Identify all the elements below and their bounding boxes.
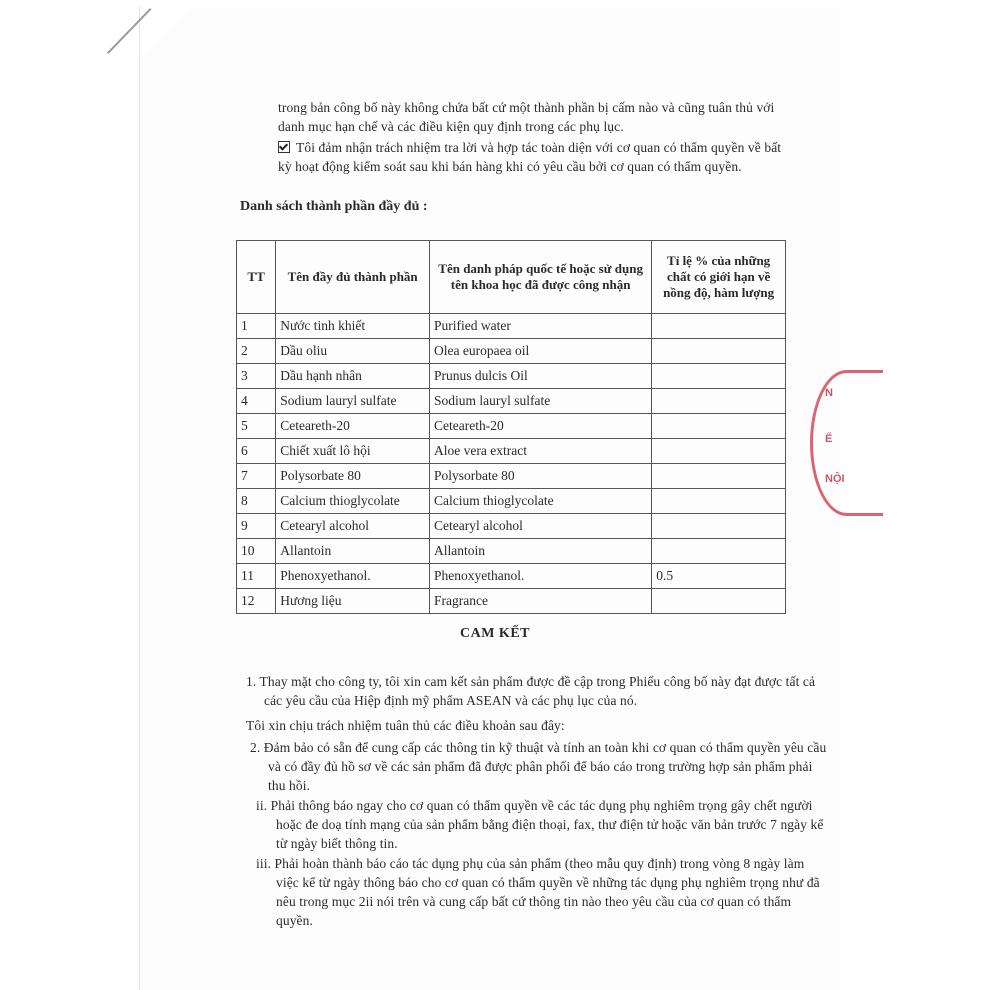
cell-vn: Ceteareth-20 (276, 414, 430, 439)
table-row (237, 389, 786, 414)
header-full-name: Tên đầy đủ thành phần (276, 241, 430, 314)
cell-tt: 8 (237, 489, 276, 514)
cell-pct (652, 414, 786, 439)
cell-sci: Polysorbate 80 (430, 464, 652, 489)
table-row (237, 464, 786, 489)
cell-tt: 9 (237, 514, 276, 539)
stamp-text-2: Ể (825, 433, 833, 445)
cell-pct (652, 314, 786, 339)
table-row (237, 589, 786, 614)
commitment-intro: Tôi xin chịu trách nhiệm tuân thủ các điều khoản sau đây: (246, 718, 565, 733)
cell-sci: Phenoxyethanol. (430, 564, 652, 589)
cell-pct: 0.5 (652, 564, 786, 589)
table-row (237, 564, 786, 589)
intro-paragraph-1: trong bản công bố này không chứa bất cứ một thành phần bị cấm nào và cũng tuân thủ với danh mục hạn chế và các điều kiện quy định trong các phụ lục. (278, 100, 775, 134)
table-row (237, 514, 786, 539)
cell-vn: Allantoin (276, 539, 430, 564)
cell-sci: Purified water (430, 314, 652, 339)
cell-pct (652, 514, 786, 539)
cell-vn: Nước tinh khiết (276, 314, 430, 339)
header-percentage: Tỉ lệ % của những chất có giới hạn về nồng độ, hàm lượng (652, 241, 786, 314)
table-row (237, 314, 786, 339)
cell-sci: Prunus dulcis Oil (430, 364, 652, 389)
ingredients-heading: Danh sách thành phần đầy đủ : (240, 199, 428, 214)
table-row (237, 364, 786, 389)
cell-pct (652, 464, 786, 489)
table-row (237, 539, 786, 564)
intro-paragraph-2-text: Tôi đảm nhận trách nhiệm tra lời và hợp tác toàn diện với cơ quan có thẩm quyền về bất kỳ hoạt động kiểm soát sau khi bán hàng khi có yêu cầu bởi cơ quan có thẩm quyền. (278, 140, 782, 174)
commitment-item-ii: ii. Phải thông báo ngay cho cơ quan có thẩm quyền về các tác dụng phụ nghiêm trọng gây chết người hoặc đe doạ tính mạng của sản phẩm bằng điện thoại, fax, thư điện tử hoặc văn bản trước 7 ngày kể từ ngày biết thông tin. (256, 798, 824, 851)
header-scientific-name: Tên danh pháp quốc tế hoặc sử dụng tên khoa học đã được công nhận (430, 241, 652, 314)
red-seal-stamp (810, 370, 883, 516)
cell-sci: Olea europaea oil (430, 339, 652, 364)
commitment-item-2: 2. Đảm bảo có sẵn để cung cấp các thông tin kỹ thuật và tính an toàn khi cơ quan có thẩm quyền yêu cầu và có đầy đủ hồ sơ về các sản phẩm đã được phân phối để báo cáo trong trường hợp sản phẩm phải thu hồi. (250, 740, 827, 793)
cell-vn: Cetearyl alcohol (276, 514, 430, 539)
cell-sci: Cetearyl alcohol (430, 514, 652, 539)
cell-pct (652, 439, 786, 464)
cell-tt: 3 (237, 364, 276, 389)
cell-tt: 4 (237, 389, 276, 414)
checked-box-icon (278, 141, 290, 153)
cell-pct (652, 389, 786, 414)
commitment-title: CAM KẾT (460, 626, 530, 641)
cell-sci: Calcium thioglycolate (430, 489, 652, 514)
table-header-row (237, 241, 786, 314)
cell-vn: Sodium lauryl sulfate (276, 389, 430, 414)
cell-pct (652, 364, 786, 389)
stamp-text-1: N (825, 387, 833, 399)
cell-pct (652, 589, 786, 614)
stamp-text-3: NỘI (825, 473, 845, 485)
table-row (237, 489, 786, 514)
cell-tt: 2 (237, 339, 276, 364)
ingredients-table (236, 240, 786, 614)
cell-sci: Aloe vera extract (430, 439, 652, 464)
cell-vn: Chiết xuất lô hội (276, 439, 430, 464)
cell-vn: Dầu oliu (276, 339, 430, 364)
cell-sci: Ceteareth-20 (430, 414, 652, 439)
cell-vn: Polysorbate 80 (276, 464, 430, 489)
table-row (237, 439, 786, 464)
header-tt: TT (237, 241, 276, 314)
table-row (237, 414, 786, 439)
cell-tt: 10 (237, 539, 276, 564)
cell-tt: 11 (237, 564, 276, 589)
cell-vn: Calcium thioglycolate (276, 489, 430, 514)
cell-sci: Allantoin (430, 539, 652, 564)
cell-sci: Sodium lauryl sulfate (430, 389, 652, 414)
commitment-item-1: 1. Thay mặt cho công ty, tôi xin cam kết sản phẩm được đề cập trong Phiếu công bố này đạt được tất cả các yêu cầu của Hiệp định mỹ phẩm ASEAN và các phụ lục của nó. (246, 674, 816, 708)
cell-vn: Dầu hạnh nhân (276, 364, 430, 389)
cell-tt: 12 (237, 589, 276, 614)
cell-tt: 1 (237, 314, 276, 339)
table-row (237, 339, 786, 364)
commitment-item-iii: iii. Phải hoàn thành báo cáo tác dụng phụ của sản phẩm (theo mẫu quy định) trong vòng 8 ngày làm việc kể từ ngày thông báo cho cơ quan có thẩm quyền về những tác dụng phụ nghiêm trọng như đã nêu trong mục 2ii nói trên và cung cấp bất cứ thông tin nào theo yêu cầu của cơ quan có thẩm quyền. (256, 856, 820, 928)
cell-pct (652, 339, 786, 364)
table-body (237, 314, 786, 614)
cell-sci: Fragrance (430, 589, 652, 614)
cell-tt: 6 (237, 439, 276, 464)
cell-pct (652, 489, 786, 514)
cell-tt: 5 (237, 414, 276, 439)
cell-vn: Phenoxyethanol. (276, 564, 430, 589)
cell-tt: 7 (237, 464, 276, 489)
cell-vn: Hương liệu (276, 589, 430, 614)
cell-pct (652, 539, 786, 564)
intro-paragraph-2 (278, 138, 798, 176)
